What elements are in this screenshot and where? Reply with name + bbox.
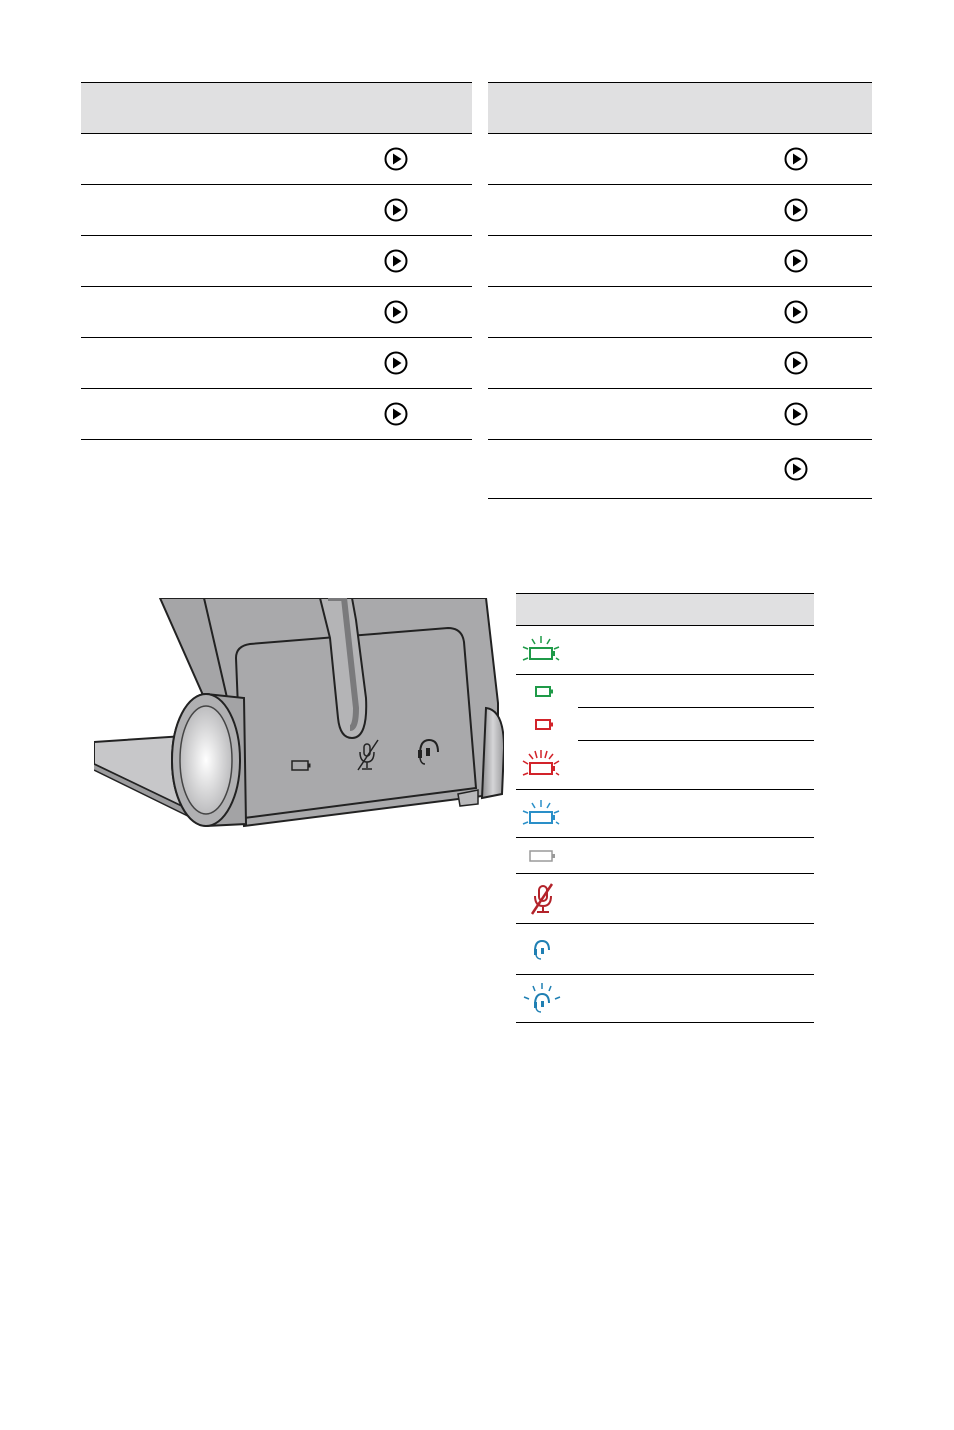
right-table-header — [488, 82, 872, 134]
table-row — [81, 389, 472, 440]
battery-red-flashing-icon — [520, 748, 564, 782]
table-row — [488, 389, 872, 440]
list-item — [516, 838, 814, 874]
right-table — [488, 82, 872, 499]
base-station-illustration — [94, 598, 504, 830]
battery-red-icon — [520, 715, 564, 735]
list-item — [516, 924, 814, 975]
list-item — [516, 874, 814, 924]
table-row — [488, 440, 872, 499]
table-row — [488, 185, 872, 236]
play-circle-icon[interactable] — [384, 402, 408, 426]
table-row — [488, 236, 872, 287]
list-item — [516, 708, 814, 741]
play-circle-icon[interactable] — [384, 300, 408, 324]
battery-green-icon — [520, 682, 564, 702]
table-row — [488, 287, 872, 338]
play-circle-icon[interactable] — [784, 457, 808, 481]
play-circle-icon[interactable] — [784, 147, 808, 171]
table-row — [81, 287, 472, 338]
play-circle-icon[interactable] — [384, 351, 408, 375]
list-item — [516, 975, 814, 1023]
play-circle-icon[interactable] — [784, 198, 808, 222]
play-circle-icon[interactable] — [784, 351, 808, 375]
mute-red-icon — [520, 881, 564, 917]
table-row — [81, 134, 472, 185]
left-table-header — [81, 82, 472, 134]
play-circle-icon[interactable] — [384, 198, 408, 222]
table-row — [81, 185, 472, 236]
play-circle-icon[interactable] — [784, 402, 808, 426]
table-row — [81, 338, 472, 389]
battery-green-flashing-icon — [520, 633, 564, 667]
list-item — [516, 790, 814, 838]
table-row — [488, 338, 872, 389]
battery-off-icon — [520, 846, 564, 866]
list-item — [516, 741, 814, 790]
list-item — [516, 626, 814, 675]
indicator-legend-table — [516, 593, 814, 1023]
table-row — [81, 236, 472, 287]
battery-blue-flashing-icon — [520, 797, 564, 831]
left-table — [81, 82, 472, 440]
play-circle-icon[interactable] — [784, 300, 808, 324]
headset-blue-icon — [520, 934, 564, 964]
play-circle-icon[interactable] — [784, 249, 808, 273]
legend-header — [516, 593, 814, 626]
play-circle-icon[interactable] — [384, 249, 408, 273]
list-item — [516, 675, 814, 708]
headset-blue-flashing-icon — [520, 981, 564, 1017]
table-row — [488, 134, 872, 185]
play-circle-icon[interactable] — [384, 147, 408, 171]
